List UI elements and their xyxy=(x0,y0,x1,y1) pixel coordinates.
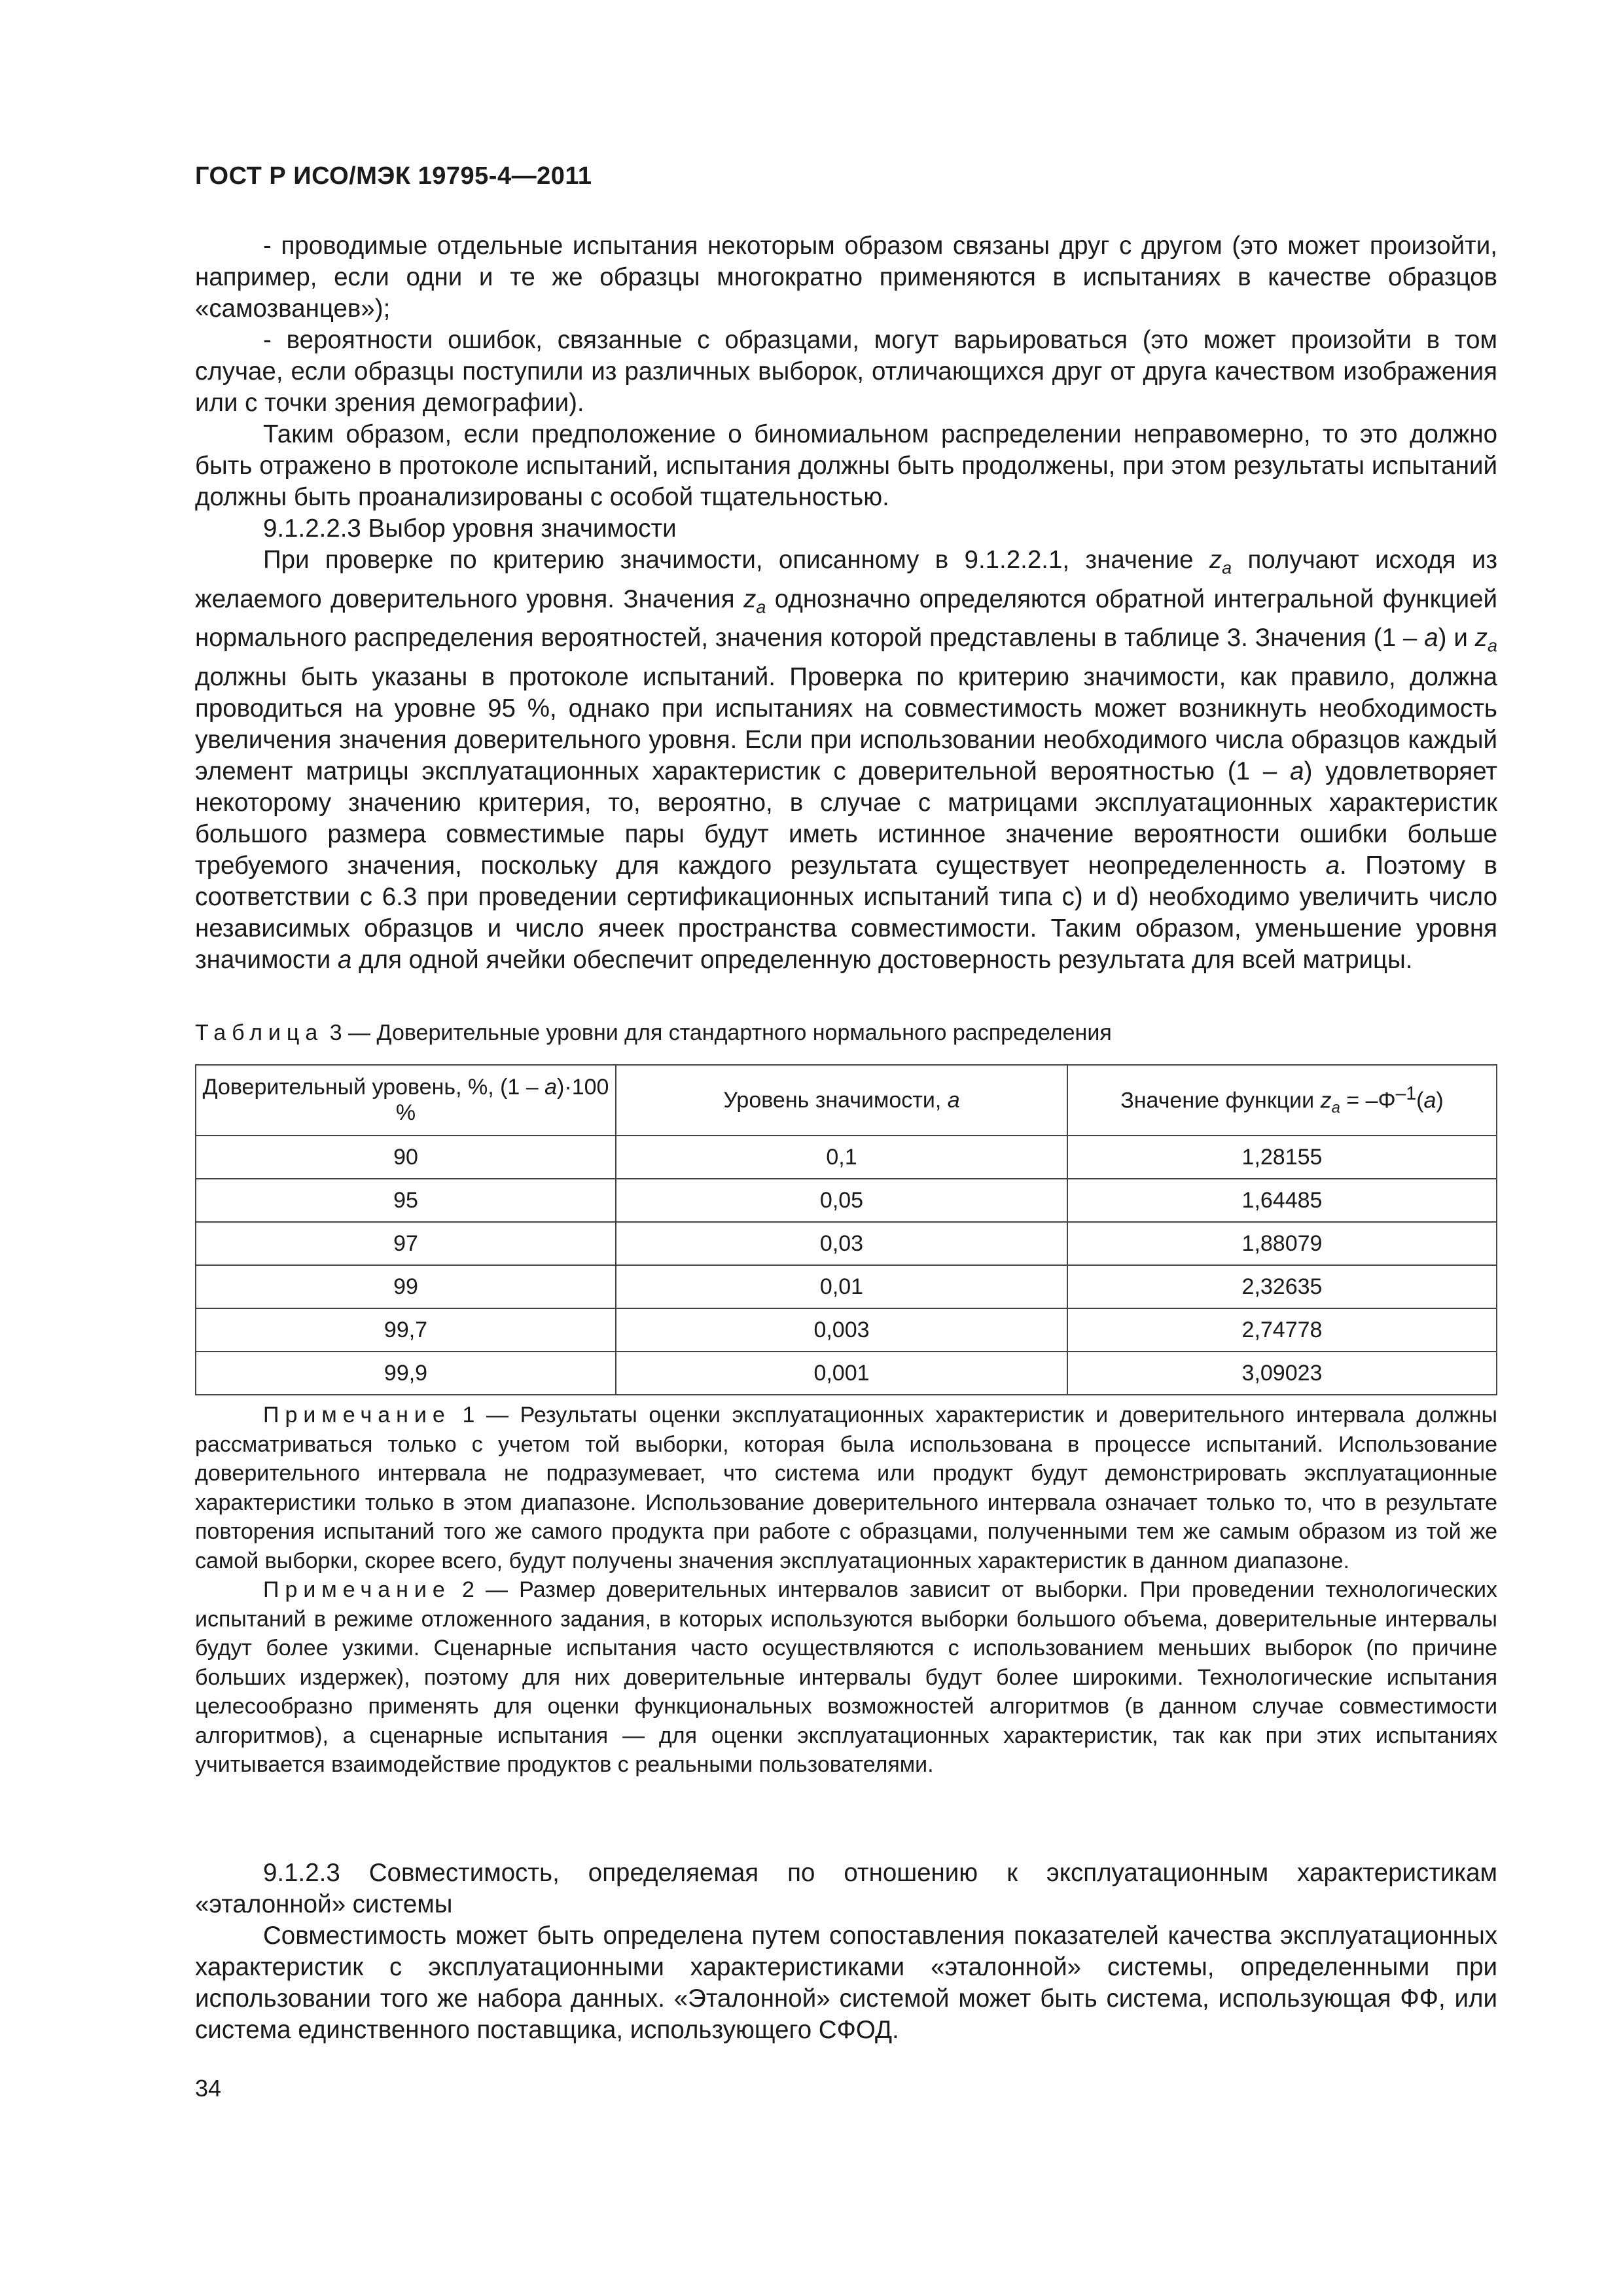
table-row xyxy=(196,1179,1497,1222)
cell-significance: 0,05 xyxy=(616,1179,1067,1222)
cell-confidence: 90 xyxy=(196,1136,616,1179)
section-heading-9-1-2-3: 9.1.2.3 Совместимость, определяемая по отношению к эксплуатационным характеристикам «эталонной» системы xyxy=(195,1859,1497,1918)
table-caption: Таблица 3 — Доверительные уровни для стандартного нормального распределения xyxy=(195,1020,1112,1045)
cell-significance: 0,001 xyxy=(616,1352,1067,1395)
main-text xyxy=(195,230,1497,976)
cell-z-value: 1,88079 xyxy=(1067,1222,1497,1265)
header-confidence-level: Доверительный уровень, %, (1 – a)·100 % xyxy=(196,1065,616,1136)
cell-confidence: 99 xyxy=(196,1265,616,1308)
table-row xyxy=(196,1222,1497,1265)
cell-significance: 0,01 xyxy=(616,1265,1067,1308)
cell-confidence: 95 xyxy=(196,1179,616,1222)
table-row xyxy=(196,1308,1497,1352)
table-row xyxy=(196,1136,1497,1179)
cell-z-value: 2,74778 xyxy=(1067,1308,1497,1352)
note-1: Примечание 1 — Результаты оценки эксплуатационных характеристик и доверительного интервала должны рассматриваться только с учетом той выборки, которая была использована в процессе испытаний. Использование доверительного интервала не подразумевает, что система или продукт будут демонстрировать эксплуатационные характеристики только в этом диапазоне. Использование доверительного интервала означает только то, что в результате повторения испытаний того же самого продукта при работе с образцами, полученными тем же самым образом из той же самой выборки, скорее всего, будут получены значения эксплуатационных характеристик в данном диапазоне. xyxy=(195,1403,1497,1573)
paragraph-1: - проводимые отдельные испытания некоторым образом связаны друг с другом (это может произойти, например, если одни и те же образцы многократно применяются в испытаниях в качестве образцов «самозванцев»); xyxy=(195,232,1497,323)
section-heading-9-1-2-2-3: 9.1.2.2.3 Выбор уровня значимости xyxy=(263,514,677,543)
paragraph-5: При проверке по критерию значимости, описанному в 9.1.2.2.1, значение $z_a$ получают исходя из желаемого доверительного уровня. Значения $z_a$ однозначно определяются обратной интегральной функцией нормального распределения вероятностей, значения которой представлены в таблице 3. Значения (1 – a) и $z_a$ должны быть указаны в протоколе испытаний. Проверка по критерию значимости, как правило, должна проводиться на уровне 95 %, однако при испытаниях на совместимость может возникнуть необходимость увеличения значения доверительного уровня. Если при использовании необходимого числа образцов каждый элемент матрицы эксплуатационных характеристик с доверительной вероятностью (1 – a) удовлетворяет некоторому значению критерия, то, вероятно, в случае с матрицами эксплуатационных характеристик большого размера совместимые пары будут иметь истинное значение вероятности ошибки больше требуемого значения, поскольку для каждого результата существует неопределенность a. Поэтому в соответствии с 6.3 при проведении сертификационных испытаний типа с) и d) необходимо увеличить число независимых образцов и число ячеек пространства совместимости. Таким образом, уменьшение уровня значимости a для одной ячейки обеспечит определенную достоверность результата для всей матрицы. xyxy=(195,546,1498,975)
cell-confidence: 97 xyxy=(196,1222,616,1265)
table-notes xyxy=(195,1401,1497,1780)
table-header-row xyxy=(196,1065,1497,1136)
table-row xyxy=(196,1265,1497,1308)
section-9-1-2-3 xyxy=(195,1857,1497,2046)
table-row xyxy=(196,1352,1497,1395)
cell-significance: 0,03 xyxy=(616,1222,1067,1265)
cell-confidence: 99,9 xyxy=(196,1352,616,1395)
cell-z-value: 2,32635 xyxy=(1067,1265,1497,1308)
document-header: ГОСТ Р ИСО/МЭК 19795-4—2011 xyxy=(195,162,592,190)
confidence-table xyxy=(195,1064,1497,1395)
page-number: 34 xyxy=(195,2075,222,2102)
cell-z-value: 1,28155 xyxy=(1067,1136,1497,1179)
cell-z-value: 1,64485 xyxy=(1067,1179,1497,1222)
header-significance-level: Уровень значимости, a xyxy=(616,1065,1067,1136)
note-2: Примечание 2 — Размер доверительных интервалов зависит от выборки. При проведении технологических испытаний в режиме отложенного задания, в которых используются выборки большого объема, доверительные интервалы будут более узкими. Сценарные испытания часто осуществляются с использованием меньших выборок (по причине больших издержек), поэтому для них доверительные интервалы будут более широкими. Технологические испытания целесообразно применять для оценки функциональных возможностей алгоритмов (в данном случае совместимости алгоритмов), а сценарные испытания — для оценки эксплуатационных характеристик, так как при этих испытаниях учитывается взаимодействие продуктов с реальными пользователями. xyxy=(195,1577,1497,1777)
cell-confidence: 99,7 xyxy=(196,1308,616,1352)
cell-z-value: 3,09023 xyxy=(1067,1352,1497,1395)
paragraph-2: - вероятности ошибок, связанные с образцами, могут варьироваться (это может произойти в том случае, если образцы поступили из различных выборок, отличающихся друг от друга качеством изображения или с точки зрения демографии). xyxy=(195,326,1497,417)
paragraph-3: Таким образом, если предположение о биномиальном распределении неправомерно, то это должно быть отражено в протоколе испытаний, испытания должны быть продолжены, при этом результаты испытаний должны быть проанализированы с особой тщательностью. xyxy=(195,420,1497,511)
cell-significance: 0,1 xyxy=(616,1136,1067,1179)
header-function-value: Значение функции $z_a = -\Phi^{-1}(a)$ xyxy=(1067,1065,1497,1136)
section-paragraph: Совместимость может быть определена путем сопоставления показателей качества эксплуатационных характеристик с эксплуатационными характеристиками «эталонной» системы, определенными при использовании того же набора данных. «Эталонной» системой может быть система, использующая ФФ, или система единственного поставщика, использующего СФОД. xyxy=(195,1922,1497,2044)
cell-significance: 0,003 xyxy=(616,1308,1067,1352)
